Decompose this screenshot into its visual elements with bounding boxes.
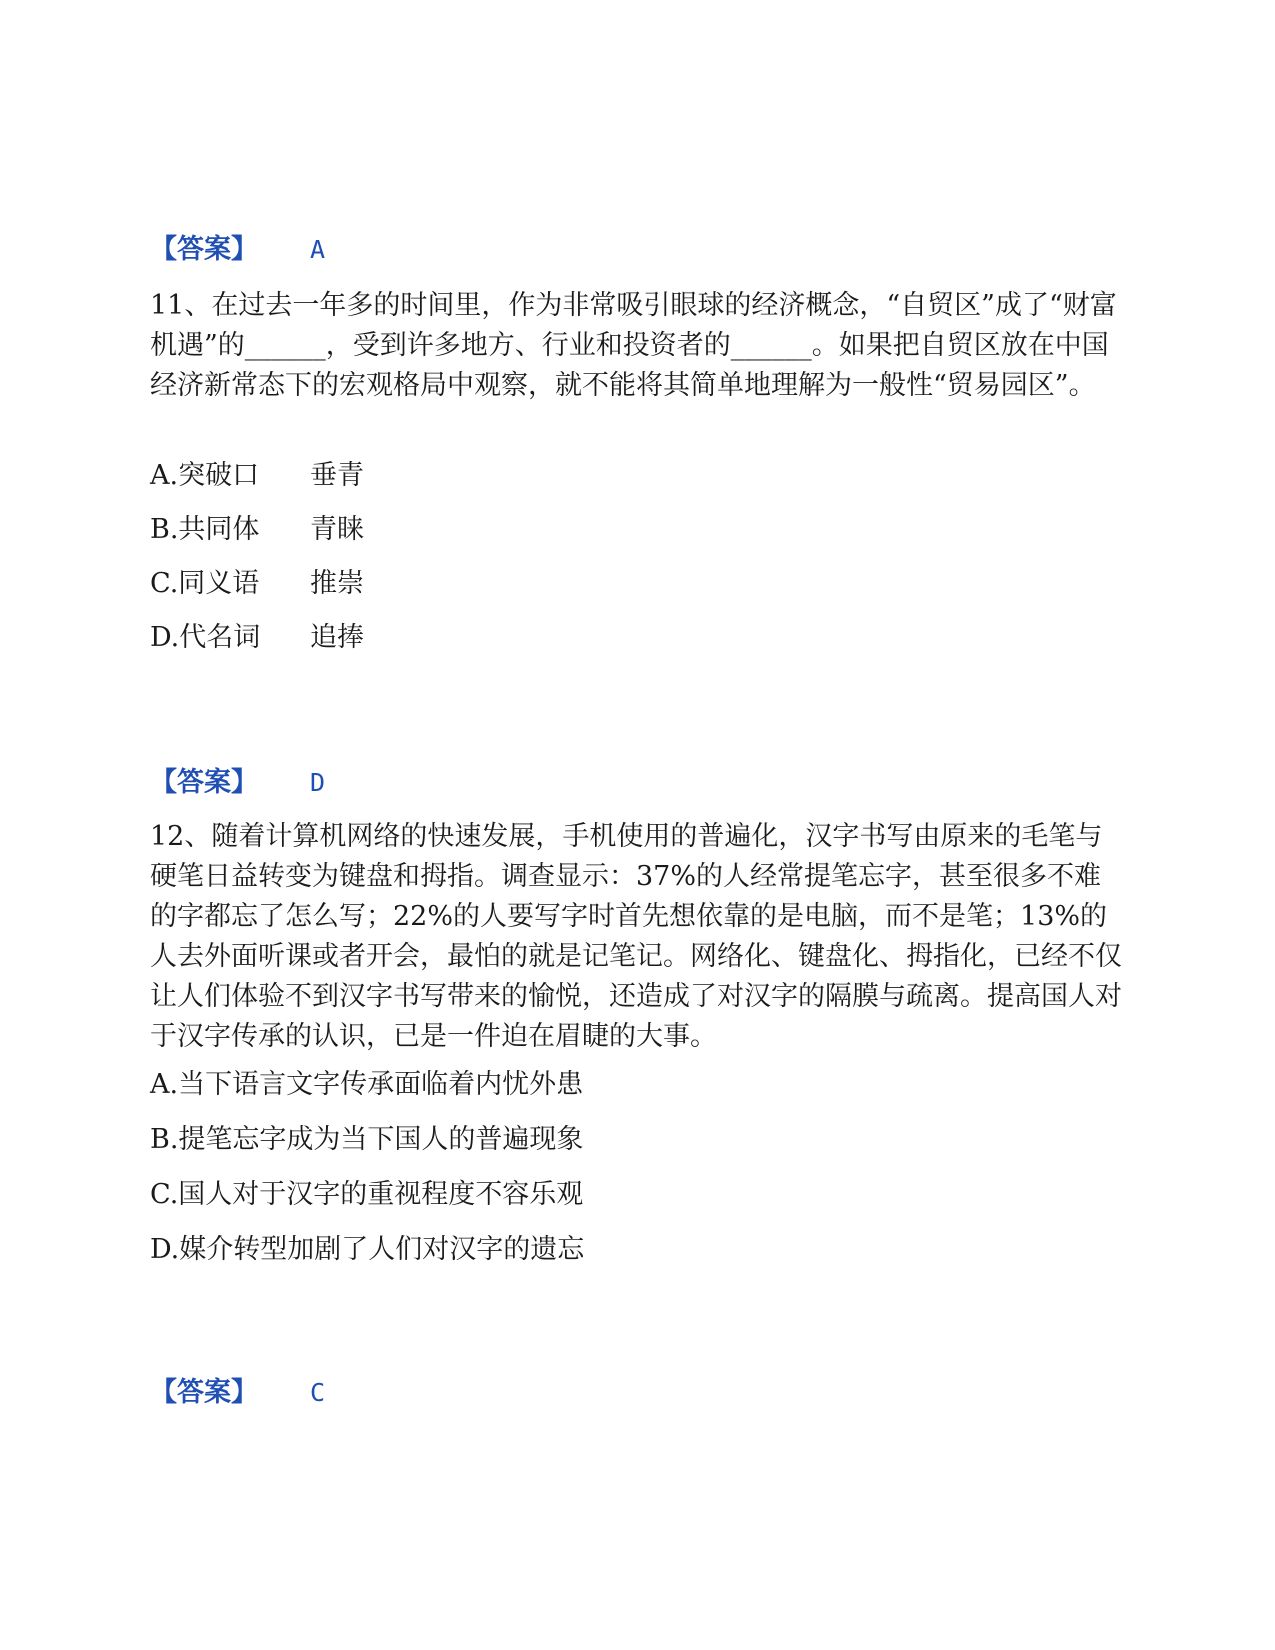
option-first-word: B.共同体 — [150, 514, 260, 545]
answer-label — [150, 765, 326, 801]
answer-label — [150, 232, 326, 268]
option-first-word: C.同义语 — [150, 568, 260, 599]
question-12-text: 12、随着计算机网络的快速发展，手机使用的普遍化，汉字书写由原来的毛笔与硬笔日益转变为键盘和拇指。调查显示：37%的人经常提笔忘字，甚至很多不难的字都忘了怎么写；22%的人要写字时首先想依靠的是电脑，而不是笔；13%的人去外面听课或者开会，最怕的就是记笔记。网络化、键盘化、拇指化，已经不仅让人们体验不到汉字书写带来的愉悦，还造成了对汉字的隔膜与疏离。提高国人对于汉字传承的认识，已是一件迫在眉睫的大事。 — [150, 821, 1122, 1052]
option-second-word: 推崇 — [310, 568, 364, 599]
q12-option-b: B.提笔忘字成为当下国人的普遍现象 — [150, 1124, 584, 1155]
q11-option-d — [150, 620, 364, 656]
answer-bracket: 【答案】 — [150, 234, 258, 265]
answer-bracket: 【答案】 — [150, 1377, 258, 1408]
q11-option-a — [150, 458, 364, 494]
option-second-word: 追捧 — [310, 622, 364, 653]
question-11-text: 11、在过去一年多的时间里，作为非常吸引眼球的经济概念，“自贸区”成了“财富机遇”的______，受到许多地方、行业和投资者的______。如果把自贸区放在中国经济新常态下的宏观格局中观察，就不能将其简单地理解为一般性“贸易园区”。 — [150, 290, 1117, 401]
answer-letter: C — [310, 1378, 326, 1407]
q12-option-c: C.国人对于汉字的重视程度不容乐观 — [150, 1179, 584, 1210]
option-second-word: 垂青 — [310, 460, 364, 491]
q12-option-d: D.媒介转型加剧了人们对汉字的遗忘 — [150, 1234, 585, 1265]
q11-option-b — [150, 512, 364, 548]
answer-letter: D — [310, 768, 326, 797]
answer-letter: A — [310, 235, 326, 264]
option-first-word: A.突破口 — [150, 460, 260, 491]
answer-bracket: 【答案】 — [150, 767, 258, 798]
answer-label — [150, 1375, 326, 1411]
option-second-word: 青睐 — [310, 514, 364, 545]
q12-option-a: A.当下语言文字传承面临着内忧外患 — [150, 1069, 584, 1100]
q11-option-c — [150, 566, 364, 602]
option-first-word: D.代名词 — [150, 622, 261, 653]
